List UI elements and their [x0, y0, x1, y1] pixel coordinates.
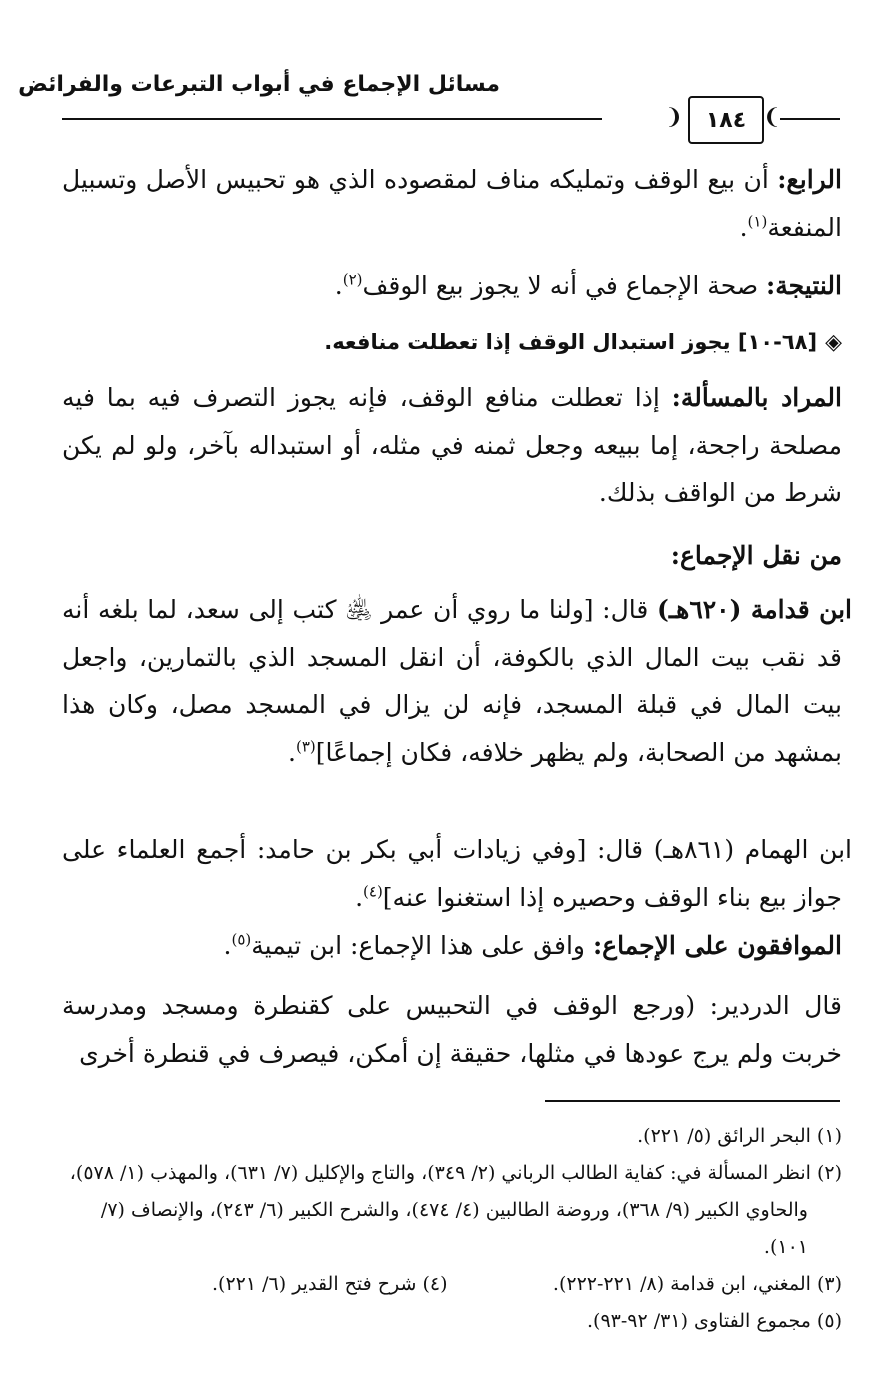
paragraph-lead: الموافقون على الإجماع: [592, 931, 842, 960]
list-item-ibn-humam: ابن الهمام (٨٦١هـ) قال: [وفي زيادات أبي بكر بن حامد: أجمع العلماء على جواز بيع بناء الوقف وحصيره إذا استغنوا عنه]$^{(٤)}$. [62, 826, 885, 921]
header-rule-right [780, 118, 840, 120]
list-item-text: ابن الهمام (٨٦١هـ) قال: [وفي زيادات أبي بكر بن حامد: أجمع العلماء على جواز بيع بناء الوقف وحصيره إذا استغنوا عنه] [62, 835, 852, 912]
header-rule [62, 118, 602, 120]
list-item-number [852, 586, 885, 634]
paragraph-lead: الرابع: [777, 165, 842, 194]
page-number-ornament-right: ❩ [762, 105, 782, 130]
list-item-number [852, 826, 885, 874]
running-header-title: مسائل الإجماع في أبواب التبرعات والفرائض [18, 72, 500, 97]
page-number-ornament-left: ❨ [664, 105, 684, 130]
paragraph-text: أن بيع الوقف وتمليكه مناف لمقصوده الذي هو تحبيس الأصل وتسبيل المنفعة [62, 165, 842, 242]
footnote-2: (٢) انظر المسألة في: كفاية الطالب الرباني (٢/ ٣٤٩)، والتاج والإكليل (٧/ ٦٣١)، والمهذب (١/ ٥٧٨)، والحاوي الكبير (٩/ ٣٦٨)، وروضة الطالبين (٤/ ٤٧٤)، والشرح الكبير (٦/ ٢٤٣)، والإنصاف (٧/ ١٠١). [69, 1162, 842, 1259]
paragraph-text: وافق على هذا الإجماع: ابن تيمية [251, 931, 593, 960]
list-item-ibn-qudama: ابن قدامة (٦٢٠هـ) قال: [ولنا ما روي أن عمر ﵁ كتب إلى سعد، لما بلغه أنه قد نقب بيت المال الذي بالكوفة، أن انقل المسجد الذي بالتمارين، واجعل بيت المال في قبلة المسجد، فإنه لن يزال في المسجد مصل، وكان هذا بمشهد من الصحابة، ولم يظهر خلافه، فكان إجماعًا]$^{(٣)}$. [62, 586, 885, 776]
footnote-ref-2[interactable]: (٢) [342, 270, 363, 289]
paragraph-fourth: الرابع: أن بيع الوقف وتمليكه مناف لمقصوده الذي هو تحبيس الأصل وتسبيل المنفعة$^{(١)}$. [62, 165, 842, 242]
section-heading-transmitters: من نقل الإجماع: [670, 541, 842, 570]
issue-heading [62, 322, 842, 364]
paragraph-lead: المراد بالمسألة: [671, 383, 842, 412]
paragraph-text: صحة الإجماع في أنه لا يجوز بيع الوقف [362, 271, 767, 300]
paragraph-meaning [62, 374, 842, 517]
footnote-3: (٣) المغني، ابن قدامة (٨/ ٢٢١-٢٢٢). [552, 1273, 842, 1296]
footnote-5: (٥) مجموع الفتاوى (٣١/ ٩٢-٩٣). [586, 1310, 842, 1333]
paragraph-result: النتيجة: صحة الإجماع في أنه لا يجوز بيع الوقف$^{(٢)}$. [334, 270, 842, 300]
footnote-ref-3[interactable]: (٣) [295, 737, 316, 756]
footnote-ref-5[interactable]: (٥) [231, 930, 252, 949]
paragraph-dardir: قال الدردير: (ورجع الوقف في التحبيس على كقنطرة ومسجد ومدرسة خربت ولم يرج عودها في مثلها، حقيقة إن أمكن، فيصرف في قنطرة أخرى [62, 991, 842, 1068]
list-item-lead: ابن قدامة (٦٢٠هـ) [656, 595, 853, 624]
paragraph-agreeing: الموافقون على الإجماع: وافق على هذا الإجماع: ابن تيمية$^{(٥)}$. [223, 930, 842, 960]
footnote-ref-4[interactable]: (٤) [363, 882, 383, 901]
list-item-text: قال: [ولنا ما روي أن عمر ﵁ كتب إلى سعد، لما بلغه أنه قد نقب بيت المال الذي بالكوفة، أن انقل المسجد الذي بالتمارين، واجعل بيت المال في قبلة المسجد، فإنه لن يزال في المسجد مصل، وكان هذا بمشهد من الصحابة، ولم يظهر خلافه، فكان إجماعًا] [62, 595, 842, 767]
page-number: ١٨٤ [688, 96, 764, 144]
footnote-row-3-4 [62, 1266, 842, 1303]
footnotes [62, 1118, 842, 1340]
footnote-ref-1[interactable]: (١) [747, 212, 768, 231]
paragraph-lead: النتيجة: [766, 271, 842, 300]
issue-heading-text: [٦٨-١٠] يجوز استبدال الوقف إذا تعطلت منافعه. [324, 330, 818, 354]
diamond-bullet-icon: ◈ [825, 330, 842, 355]
footnote-1: (١) البحر الرائق (٥/ ٢٢١). [637, 1125, 842, 1147]
footnote-separator [545, 1100, 840, 1102]
footnote-4: (٤) شرح فتح القدير (٦/ ٢٢١). [212, 1273, 448, 1296]
paragraph-text: إذا تعطلت منافع الوقف، فإنه يجوز التصرف فيه بما فيه مصلحة راجحة، إما ببيعه وجعل ثمنه في مثله، أو استبداله بآخر، ولو لم يكن شرط من الواقف بذلك. [62, 383, 842, 507]
